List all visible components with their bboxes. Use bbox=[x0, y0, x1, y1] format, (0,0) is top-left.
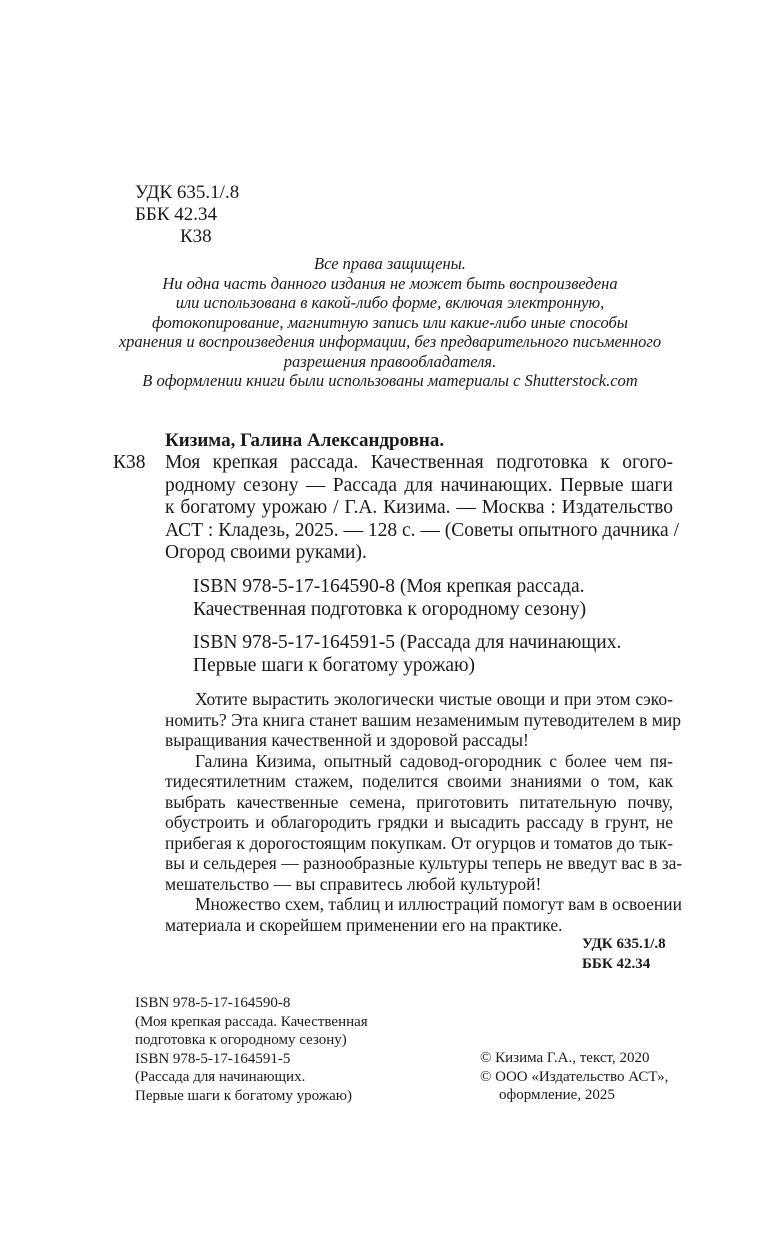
bib-line: к богатому урожаю / Г.А. Кизима. — Москва : Издательство bbox=[165, 497, 673, 518]
bbk-code: ББК 42.34 bbox=[135, 204, 217, 225]
isbn-bottom bbox=[135, 994, 368, 1105]
rights-line: Ни одна часть данного издания не может быть воспроизведена bbox=[162, 273, 618, 293]
annotation-line: материала и скорейшем применении его на практике. bbox=[165, 914, 563, 935]
bib-line: Огород своими руками). bbox=[165, 542, 367, 563]
isbn-block-1 bbox=[193, 575, 586, 621]
rights-line: Все права защищены. bbox=[314, 254, 466, 273]
isbn-bottom-line: (Рассада для начинающих. bbox=[135, 1069, 306, 1085]
rights-line: В оформлении книги были использованы материалы с Shutterstock.com bbox=[142, 371, 638, 390]
isbn-line: Качественная подготовка к огородному сезону) bbox=[193, 599, 587, 620]
annotation bbox=[165, 689, 683, 935]
rights-line: или использована в какой-либо форме, включая электронную, bbox=[175, 293, 605, 312]
bib-description bbox=[165, 452, 680, 565]
annotation-line: вы и сельдерея — разнообразные культуры теперь не введут вас в за- bbox=[165, 853, 683, 873]
udk-code-bottom: УДК 635.1/.8 bbox=[582, 936, 666, 952]
copyright-line: оформление, 2025 bbox=[499, 1087, 615, 1103]
bib-line: АСТ : Кладезь, 2025. — 128 с. — (Советы опытного дачника / bbox=[165, 519, 680, 541]
bbk-code-bottom: ББК 42.34 bbox=[582, 956, 651, 972]
annotation-line: Множество схем, таблиц и иллюстраций помогут вам в освоении bbox=[195, 894, 682, 914]
annotation-line: номить? Эта книга станет вашим незаменимым путеводителем в мир bbox=[165, 709, 682, 730]
rights-line: хранения и воспроизведения информации, без предварительного письменного bbox=[118, 332, 662, 351]
rights-notice bbox=[60, 254, 720, 391]
copyright-line: © Кизима Г.А., текст, 2020 bbox=[480, 1050, 650, 1066]
isbn-bottom-line: подготовка к огородному сезону) bbox=[135, 1032, 347, 1048]
annotation-line: мешательство — вы справитесь любой культурой! bbox=[165, 873, 542, 894]
isbn-bottom-line: ISBN 978-5-17-164590-8 bbox=[135, 995, 291, 1011]
copyright-line: © ООО «Издательство АСТ», bbox=[480, 1068, 669, 1085]
annotation-line: Хотите вырастить экологически чистые овощи и при этом сэко- bbox=[195, 689, 673, 709]
annotation-line: обустроить и облагородить грядки и высадить рассаду в грунт, не bbox=[165, 812, 673, 832]
isbn-line: ISBN 978-5-17-164591-5 (Рассада для начинающих. bbox=[193, 632, 622, 653]
annotation-line: выбрать качественные семена, приготовить питательную почву, bbox=[165, 791, 673, 812]
annotation-line: тидесятилетним стажем, поделится своими знаниями о том, как bbox=[165, 771, 673, 791]
rights-line: фотокопирование, магнитную запись или какие-либо иные способы bbox=[152, 312, 628, 332]
bib-line: Моя крепкая рассада. Качественная подготовка к огого- bbox=[165, 452, 673, 473]
bib-line: родному сезону — Рассада для начинающих. Первые шаги bbox=[165, 474, 673, 496]
isbn-block-2 bbox=[193, 631, 621, 677]
bib-author: Кизима, Галина Александровна. bbox=[165, 430, 445, 451]
rights-line: разрешения правообладателя. bbox=[283, 351, 497, 371]
author-mark: К38 bbox=[180, 226, 212, 247]
udk-code: УДК 635.1/.8 bbox=[135, 182, 240, 203]
bib-mark: К38 bbox=[113, 452, 146, 473]
isbn-line: ISBN 978-5-17-164590-8 (Моя крепкая рассада. bbox=[193, 576, 585, 597]
copyright bbox=[480, 1049, 668, 1105]
isbn-line: Первые шаги к богатому урожаю) bbox=[193, 655, 476, 676]
annotation-line: прибегая к дорогостоящим покупкам. От огурцов и томатов до тык- bbox=[165, 832, 673, 853]
isbn-bottom-line: Первые шаги к богатому урожаю) bbox=[135, 1087, 352, 1104]
isbn-bottom-line: (Моя крепкая рассада. Качественная bbox=[135, 1013, 368, 1030]
annotation-line: выращивания качественной и здоровой рассады! bbox=[165, 730, 529, 750]
isbn-bottom-line: ISBN 978-5-17-164591-5 bbox=[135, 1050, 291, 1067]
annotation-line: Галина Кизима, опытный садовод-огородник с более чем пя- bbox=[195, 750, 673, 771]
